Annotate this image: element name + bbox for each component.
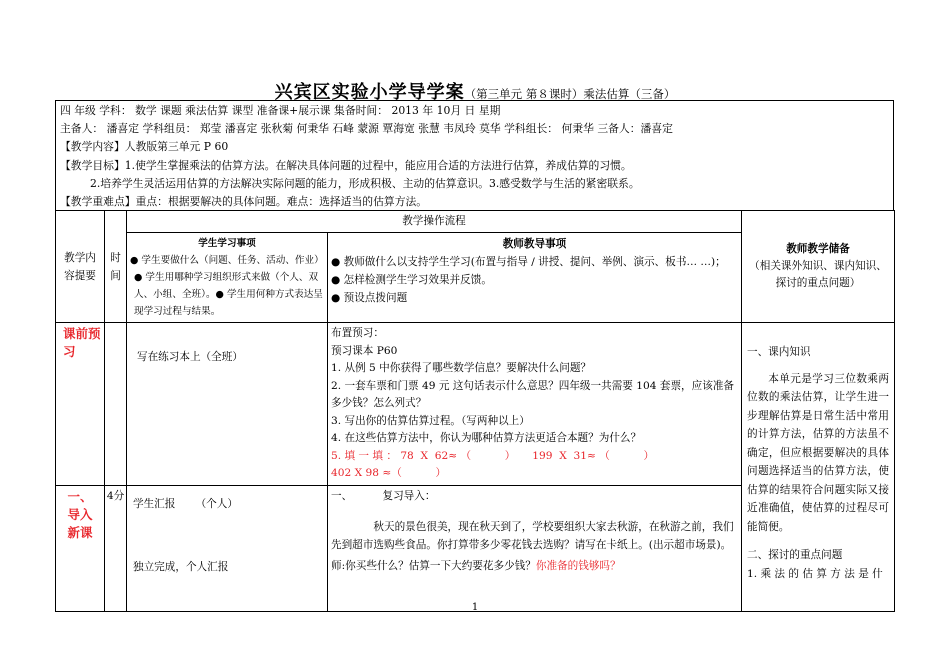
preview-line-6: 4. 在这些估算方法中，你认为哪种估算方法更适合本题？为什么？ <box>331 432 642 444</box>
intro-student-cell <box>127 485 328 611</box>
reserve-cell <box>742 323 895 612</box>
title-main: 兴宾区实验小学导学案 <box>274 82 465 103</box>
preview-line-2: 预习课本 P60 <box>331 344 398 357</box>
reserve-line-4: 1. 乘 法 的 估 算 方 法 是 什 <box>747 567 883 580</box>
process-header: 教学操作流程 <box>127 211 742 233</box>
lesson-table <box>55 210 895 612</box>
intro-time-cell <box>105 485 127 611</box>
col-content-header: 教学内容提要 <box>56 211 105 323</box>
student-header-cell <box>127 233 328 323</box>
preview-line-3: 1. 从例 5 中你获得了哪些数学信息？要解决什么问题？ <box>331 362 592 374</box>
intro-label-cell <box>56 485 105 611</box>
preview-time-cell <box>105 323 127 486</box>
preview-label-cell <box>56 323 105 486</box>
preview-student: 写在练习本上（全班） <box>137 351 243 363</box>
preview-line-5: 3. 写出你的估算估算过程。（写两种以上） <box>331 414 530 427</box>
reserve-subtitle: （相关课外知识、课内知识、探讨的重点问题） <box>749 260 887 289</box>
intro-teacher-1: 一、 复习导入： <box>331 489 436 502</box>
reserve-line-1: 一、课内知识 <box>747 346 811 358</box>
reserve-title: 教师教学储备 <box>786 243 850 255</box>
title-sub: （第三单元 第８课时）乘法估算（三备） <box>464 87 676 101</box>
preview-label: 课前预习 <box>63 326 101 359</box>
info-line-3: 【教学内容】人教版第三单元 P 60 <box>60 140 229 154</box>
intro-teacher-3: 师:你买些什么？估算一下大约要花多少钱？你准备的钱够吗？ <box>331 560 621 572</box>
teacher-bullet-1: ● 教师做什么以支持学生学习(布置与指导 / 讲授、提问、举例、演示、板书… …)； <box>331 256 726 268</box>
page-number: 1 <box>471 602 479 613</box>
intro-student-1: 学生汇报 （个人） <box>133 497 238 510</box>
info-line-5: 2.培养学生灵活运用估算的方法解决实际问题的能力，形成积极、主动的估算意识。3.感受数学与生活的紧密联系。 <box>90 176 640 190</box>
intro-time: 4分 <box>106 489 125 502</box>
teacher-header-cell <box>328 233 742 323</box>
student-bullet-1: ● 学生要做什么（问题、任务、活动、作业） <box>130 255 324 266</box>
intro-teacher-2: 秋天的景色很美，现在秋天到了，学校要组织大家去秋游，在秋游之前，我们先到超市选购些食品。你打算带多少零花钱去选购？请写在卡纸上。(出示超市场景)。 <box>331 521 734 551</box>
reserve-line-2: 本单元是学习三位数乘两位数的乘法估算，让学生进一步理解估算是日常生活中常用的计算方法，估算的方法虽不确定，但应根据要解决的具体问题选择适当的估算方法，使估算的结果符合问题实际又接近准确值，使估算的过程尽可能简便。 <box>747 372 889 533</box>
teacher-bullet-3: ● 预设点拨问题 <box>331 292 408 304</box>
info-line-4: 【教学目标】1.使学生掌握乘法的估算方法。在解决具体问题的过程中，能应用合适的方法进行估算，养成估算的习惯。 <box>60 158 632 172</box>
teacher-header: 教师教导事项 <box>502 238 567 250</box>
info-block <box>55 100 894 210</box>
teacher-bullet-2: ● 怎样检测学生学习效果并反馈。 <box>331 274 492 286</box>
reserve-line-3: 二、探讨的重点问题 <box>747 549 843 561</box>
intro-teacher-cell <box>328 485 742 611</box>
intro-label: 一、导入新课 <box>67 488 93 540</box>
preview-line-1: 布置预习： <box>331 327 384 339</box>
col-time-header: 时间 <box>105 211 127 323</box>
info-line-2: 主备人： 潘喜定 学科组员： 郑莹 潘喜定 张秋菊 何秉华 石峰 蒙源 覃海宽 张慧 韦凤玲 莫华 学科组长： 何秉华 三备人：潘喜定 <box>60 122 673 136</box>
info-line-6: 【教学重难点】重点：根据要解决的具体问题。难点：选择适当的估算方法。 <box>60 195 428 209</box>
info-line-1: 四 年级 学科： 数学 课题 乘法估算 课型 准备课+展示课 集备时间： 2013 年 10月 日 星期 <box>60 104 501 117</box>
preview-line-7: 5. 填 一 填 ： 78 X 62≈ （ ） 199 X 31≈ （ ） <box>331 449 655 462</box>
student-header: 学生学习事项 <box>198 238 256 249</box>
reserve-header <box>742 211 895 323</box>
preview-teacher-cell <box>328 323 742 486</box>
preview-line-8: 402 X 98 ≈（ ） <box>331 467 447 479</box>
student-bullet-2: ● 学生用哪种学习组织形式来做（个人、双人、小组、全班）。● 学生用何种方式表达呈现学习过程与结果。 <box>134 272 323 317</box>
preview-student-cell <box>127 323 328 486</box>
preview-line-4: 2. 一套车票和门票 49 元 这句话表示什么意思？四年级一共需要 104 套票，应该准备多少钱？怎么列式？ <box>331 379 735 409</box>
intro-student-2: 独立完成，个人汇报 <box>133 560 229 573</box>
